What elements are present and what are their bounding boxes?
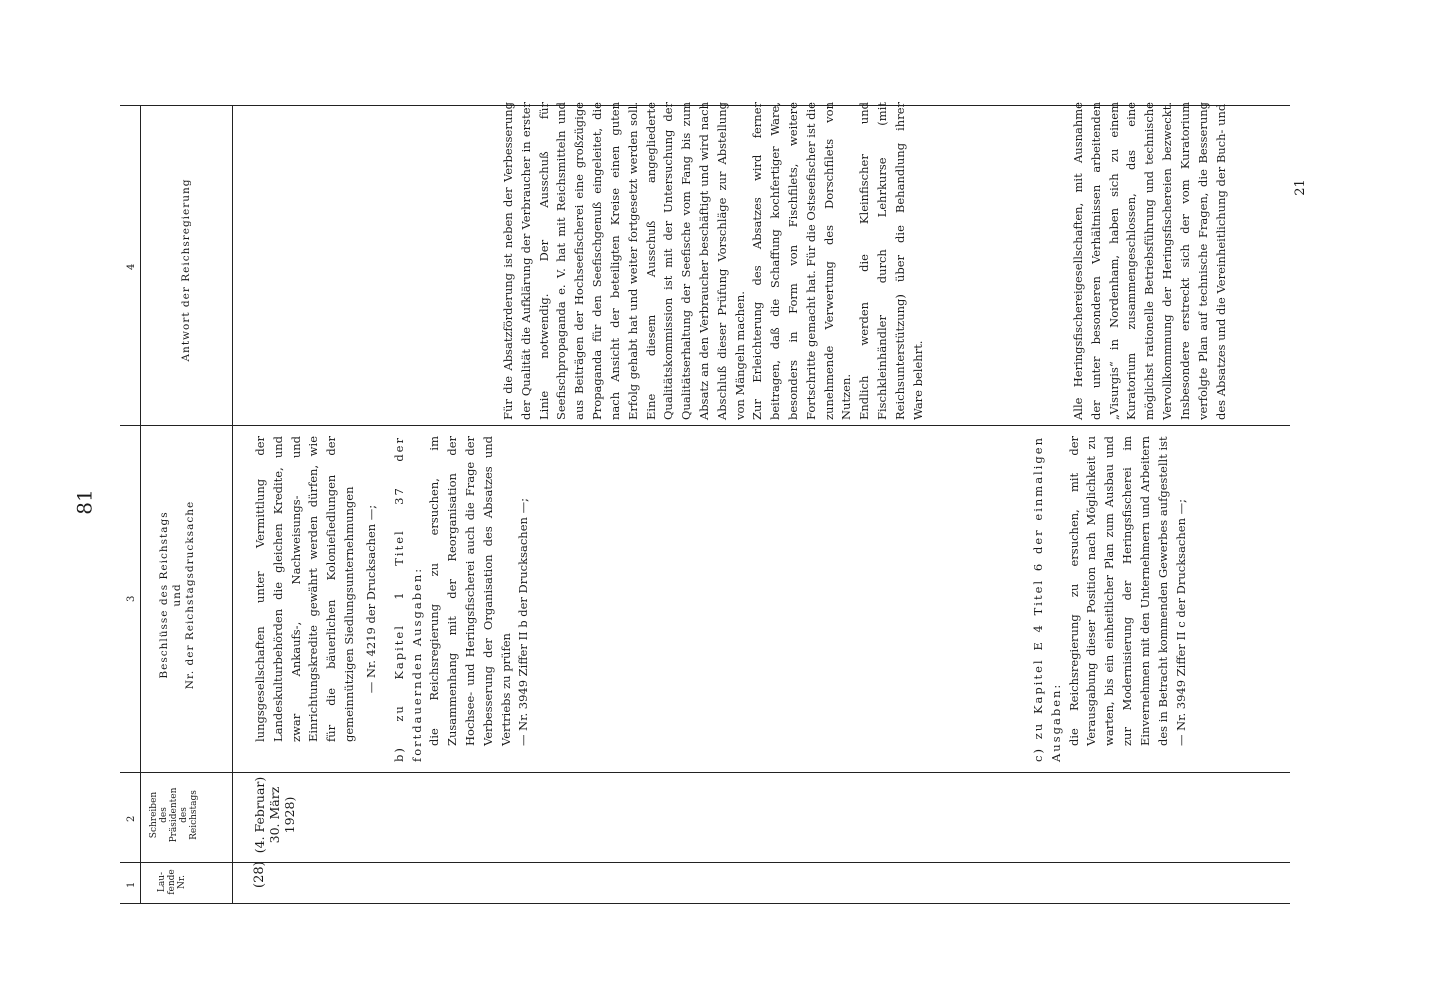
col1-number: 1 [126,881,137,888]
col3-header [158,430,197,760]
col3-block-b: die Reichsregierung zu ersuchen, im Zusammenhang mit der Reorganisation der Hochsee- und Heringsfischerei auch die Frage der Verbesserung der Organisation des Absatzes und Vertriebs zu prüfen [427,436,513,746]
col4-number: 4 [126,263,137,270]
col3-block-c: die Reichsregierung zu ersuchen, mit der Verausgabung dieser Position nach Möglichkeit zu warten, bis ein einheitlicher Plan zum Ausbau und zur Modernisierung der Heringsfischerei im Einvernehmen mit den Unternehmern und Arbeitern des in Betracht kommenden Gewerbes aufgestellt ist [1066,436,1170,746]
col3-block-a-ref: — Nr. 4219 der Drucksachen —; [363,504,378,694]
column-number-rule [140,105,141,903]
col4-answer-b: Für die Absatzförderung ist neben der Verbesserung der Qualität die Aufklärung der Verbraucher in erster Linie notwendig. Der Ausschuß für Seefischpropaganda e. V. hat mit Reichsmitteln und aus Beiträgen der Hochseefischerei eine großzügige Propaganda für den Seefischgenuß eingeleitet, die nach Ansicht der beteiligten Kreise einen guten Erfolg gehabt hat und weiter fortgesetzt werden soll. Eine diesem Ausschuß angegliederte Qualitätskommission ist mit der Untersuchung der Qualitätserhaltung der Seefische vom Fang bis zum Absatz an den Verbraucher beschäftigt und wird nach Abschluß dieser Prüfung Vorschläge zur Abstellung von Mängeln machen. Zur Erleichterung des Absatzes wird ferner beitragen, daß die Schaffung kochfertiger Ware, besonders in Form von Fischfilets, weitere Fortschritte gemacht hat. Für die Ostseefischer ist die zunehmende Verwertung des Dorschfilets von Nutzen. Endlich werden die Kleinfischer und Fischkleinhändler durch Lehrkurse (mit Reichsunterstützung) über die Behandlung ihrer Ware belehrt. [501,102,925,420]
col4-answer-c: Alle Heringsfischereigesellschaften, mit Ausnahme der unter besonderen Verhältnissen arbeitenden „Visurgis“ in Nordenham, haben sich zu einem Kuratorium zusammengeschlossen, das eine möglichst rationelle Betriebsführung und technische Vervollkommnung der Heringsfischereien bezweckt. Insbesondere erstreckt sich der vom Kuratorium verfolgte Plan auf technische Fragen, die Besserung des Absatzes und die Vereinheitlichung der Buch- und [1071,102,1228,420]
col4-header-text: Antwort der Reichsregierung [180,178,192,362]
col3-header-line3: Nr. der Reichstagsdrucksache [184,500,197,690]
col1-col2-separator [120,862,1290,863]
col3-header-line1: Beschlüsse des Reichstags [158,511,170,679]
col3-block-c-ref: — Nr. 3949 Ziffer II c der Drucksachen —; [1173,498,1188,746]
col1-header-text: Lau- fende Nr. [157,869,187,895]
col2-header-text: Schreiben des Präsidenten des Reichstags [149,787,199,843]
col3-content-c [1030,436,1190,762]
entry-number: (28) [252,861,267,888]
credit-strip [1415,0,1434,1000]
col3-block-c-head: c) zu Kapitel E 4 Titel 6 der einmaligen Ausgaben: [1031,436,1063,762]
col3-content [252,436,533,762]
col3-block-a: lungsgesellschaften unter Vermittlung der Landeskulturbehörden die gleichen Kredite, und zwar Ankaufs-, Nachweisungs- und Einrichtungskredite gewährt werden dürfen, wie für die bäuerlichen Kolonieſiedlungen der gemeinnützigen Siedlungsunternehmungen [253,436,357,742]
col3-col4-separator [120,425,1290,426]
col1-header [158,864,188,900]
col4-header [180,120,193,420]
col2-header [150,772,199,858]
col3-block-b-ref: — Nr. 3949 Ziffer II b der Drucksachen —; [516,498,531,746]
col2-number: 2 [126,815,137,822]
footer-number: 21 [1292,179,1308,196]
page-number: 81 [72,489,97,515]
entry-date: (4. Februar) 30. März 1928) [252,776,297,854]
col3-number: 3 [126,595,137,602]
table-bottom-rule [120,903,1290,904]
col3-header-line2: und [171,583,184,607]
col3-block-b-head: b) zu Kapitel 1 Titel 37 der fortdauernden Ausgaben: [391,436,424,762]
header-rule [232,105,233,903]
